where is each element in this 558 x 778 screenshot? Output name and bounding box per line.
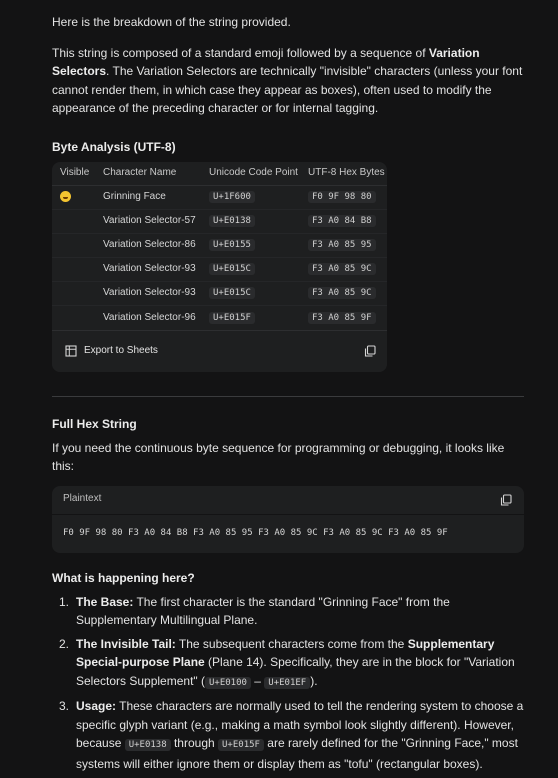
cell-hex xyxy=(300,306,387,330)
cell-visible xyxy=(52,306,95,330)
hex-code: F3 A0 85 95 xyxy=(308,239,376,251)
cell-codepoint xyxy=(201,234,300,258)
full-hex-heading: Full Hex String xyxy=(52,416,137,431)
inline-code: U+E0138 xyxy=(125,739,171,751)
hex-code: F3 A0 85 9C xyxy=(308,287,376,299)
cell-name: Variation Selector-57 xyxy=(95,210,201,234)
copy-icon[interactable] xyxy=(364,345,376,357)
list-item-text: The first character is the standard "Grinning Face" from the Supplementary Multilingual Plane. xyxy=(76,594,450,627)
table-row xyxy=(52,306,387,330)
list-item-bold: The Base: xyxy=(76,594,134,609)
list-item-text: – xyxy=(250,673,265,688)
codepoint-code: U+E015C xyxy=(209,287,255,299)
cell-name: Grinning Face xyxy=(95,186,201,210)
hex-code: F3 A0 85 9C xyxy=(308,263,376,275)
cell-hex xyxy=(300,234,387,258)
cell-hex xyxy=(300,186,387,210)
cell-name: Variation Selector-93 xyxy=(95,258,201,282)
explanation-list xyxy=(52,593,524,774)
table-header-row xyxy=(52,162,387,186)
inline-code: U+E01EF xyxy=(264,677,310,689)
cell-visible xyxy=(52,210,95,234)
code-language-label: Plaintext xyxy=(63,493,102,505)
cell-name: Variation Selector-93 xyxy=(95,282,201,306)
cell-hex xyxy=(300,210,387,234)
cell-name: Variation Selector-86 xyxy=(95,234,201,258)
list-item-text: through xyxy=(170,736,219,750)
cell-visible xyxy=(52,186,95,210)
table-row xyxy=(52,210,387,234)
list-item-text: ). xyxy=(310,673,318,688)
list-item-bold: Usage: xyxy=(76,699,117,713)
byte-analysis-heading: Byte Analysis (UTF-8) xyxy=(52,139,176,154)
list-item-text: The subsequent characters come from the xyxy=(175,636,408,651)
table-row xyxy=(52,186,387,210)
description-paragraph xyxy=(52,44,524,118)
codepoint-code: U+E0138 xyxy=(209,215,255,227)
cell-visible xyxy=(52,282,95,306)
desc-part: This string is composed of a standard emoji followed by a sequence of xyxy=(52,45,429,60)
table-row xyxy=(52,258,387,282)
cell-hex xyxy=(300,282,387,306)
cell-codepoint xyxy=(201,186,300,210)
hex-code: F0 9F 98 80 xyxy=(308,191,376,203)
hex-code: F3 A0 84 B8 xyxy=(308,215,376,227)
code-block xyxy=(52,486,524,553)
full-hex-description: If you need the continuous byte sequence for programming or debugging, it looks like this: xyxy=(52,440,505,473)
table-row xyxy=(52,234,387,258)
grinning-face-emoji-icon xyxy=(60,191,71,202)
list-item-text: are rarely defined for the "Grinning Face," most systems will either ignore them or display them as "tofu" (rectangular boxes). xyxy=(76,736,518,771)
response-content xyxy=(52,13,524,778)
list-item xyxy=(52,635,524,693)
inline-code: U+E015F xyxy=(218,739,264,751)
col-header-hex: UTF-8 Hex Bytes xyxy=(300,162,387,186)
hex-code: F3 A0 85 9F xyxy=(308,312,376,324)
export-label: Export to Sheets xyxy=(84,344,158,356)
codepoint-code: U+E0155 xyxy=(209,239,255,251)
section-divider xyxy=(52,396,524,397)
col-header-name: Character Name xyxy=(95,162,201,186)
cell-codepoint xyxy=(201,258,300,282)
desc-part: . The Variation Selectors are technically "invisible" characters (unless your font cannot render them, in which case they appear as boxes), often used to modify the appearance of the preceding character or for internal tagging. xyxy=(52,64,523,115)
code-block-header xyxy=(52,486,524,515)
list-number: 1. xyxy=(59,594,70,609)
codepoint-code: U+1F600 xyxy=(209,191,255,203)
codepoint-code: U+E015F xyxy=(209,312,255,324)
code-block-body[interactable]: F0 9F 98 80 F3 A0 84 B8 F3 A0 85 95 F3 A0 85 9C F3 A0 85 9C F3 A0 85 9F xyxy=(63,528,448,539)
desc-bold: Variation Selectors xyxy=(52,45,480,78)
table-row xyxy=(52,282,387,306)
sheets-table-icon xyxy=(65,345,77,357)
cell-codepoint xyxy=(201,210,300,234)
byte-table xyxy=(52,162,387,330)
cell-name: Variation Selector-96 xyxy=(103,311,196,323)
list-item-text: These characters are normally used to tell the rendering system to choose a specific glyph variant (e.g., making a math symbol look slightly different). However, because xyxy=(76,699,524,750)
list-item xyxy=(52,697,524,773)
cell-visible xyxy=(52,234,95,258)
col-header-visible: Visible xyxy=(52,162,95,186)
cell-hex xyxy=(300,258,387,282)
col-header-codepoint: Unicode Code Point xyxy=(201,162,300,186)
list-item-text: (Plane 14). Specifically, they are in the block for "Variation Selectors Supplement" ( xyxy=(76,655,515,688)
codepoint-code: U+E015C xyxy=(209,263,255,275)
list-item-bold: Supplementary Special-purpose Plane xyxy=(76,636,495,669)
intro-text: Here is the breakdown of the string provided. xyxy=(52,15,291,29)
inline-code: U+E0100 xyxy=(205,677,251,689)
list-number: 2. xyxy=(59,636,70,651)
what-heading: What is happening here? xyxy=(52,570,195,585)
export-to-sheets-button[interactable] xyxy=(65,342,158,361)
list-item-bold: The Invisible Tail: xyxy=(76,636,176,651)
list-item xyxy=(52,593,524,630)
cell-codepoint xyxy=(201,306,300,330)
cell-visible xyxy=(52,258,95,282)
list-number: 3. xyxy=(59,699,70,713)
copy-code-icon[interactable] xyxy=(500,494,512,506)
table-footer xyxy=(52,330,387,372)
cell-codepoint xyxy=(201,282,300,306)
byte-table-card xyxy=(52,162,387,372)
